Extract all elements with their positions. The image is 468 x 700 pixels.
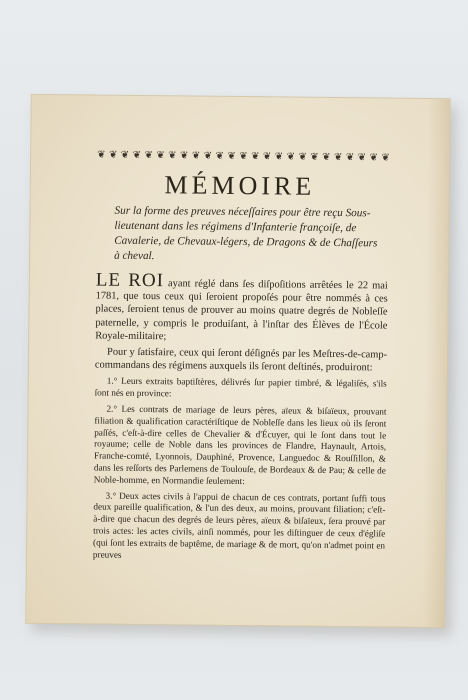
paragraph-intro [95,269,388,346]
paragraph-intro-text: ayant réglé dans ſes diſpoſitions arrêtées le 22 mai 1781, que tous ceux qui ſeroient propoſés pour être nommés à ces places, ſeroient tenus de prouver au moins quatre degrés de Nobleſſe paternelle, y compris le produiſant, à l'inſtar des Élèves de l'École Royale-militaire; [95,278,388,343]
list-item-1: 1.° Leurs extraits baptiſtères, délivrés ſur papier timbré, & légaliſés, s'ils ſont nés en province: [94,376,387,399]
document-page [25,94,451,628]
list-item-3: 3.° Deux actes civils à l'appui de chacun de ces contrats, portant ſuffi tous deux pareille qualification, & l'un des deux, au moins, prouvant filiation; c'eſt-à-dire que chacun des degrés de leurs pères, aïeux & biſaïeux, ſera prouvé par trois actes: les actes civils, ainſi nommés, pour les diſtinguer de ceux d'égliſe (qui ſont les extraits de baptême, de mariage & de mort, qu'on n'admet point en preuves [92,490,386,560]
dropcap-text: LE ROI [95,269,165,292]
document-title: MÉMOIRE [164,170,316,201]
document-subtitle: Sur la forme des preuves néceſſaires pour être reçu Sous-lieutenant dans les régimens d'Infanterie françoiſe, de Cavalerie, de Chevaux-légers, de Dragons & de Chaſſeurs à cheval. [114,204,378,263]
ornamental-border: ❦ ❦ ❦ ❦ ❦ ❦ ❦ ❦ ❦ ❦ ❦ ❦ ❦ ❦ ❦ ❦ ❦ ❦ ❦ ❦ ❦ ❦ ❦ ❦ ❦ [97,149,389,164]
list-item-2: 2.° Les contrats de mariage de leurs pères, aïeux & biſaïeux, prouvant filiation & qualification caractériſtique de Nobleſſe dans les lieux où ils ſeront paſſés, c'eſt-à-dire celles de Chevalier & d'Écuyer, qui le ſont dans tout le royaume; celle de Noble dans les provinces de Flandre, Haynault, Artois, Franche-comté, Lyonnois, Dauphiné, Provence, Languedoc & Rouſſillon, & dans les reſſorts des Parlemens de Toulouſe, de Bordeaux & de Pau; & celle de Noble-homme, en Normandie ſeulement: [93,403,387,486]
paragraph-instructions: Pour y ſatisfaire, ceux qui ſeront déſignés par les Meſtres-de-camp-commandans des régimens auxquels ils ſeront deſtinés, produiront: [94,346,388,374]
document-body [92,269,388,567]
